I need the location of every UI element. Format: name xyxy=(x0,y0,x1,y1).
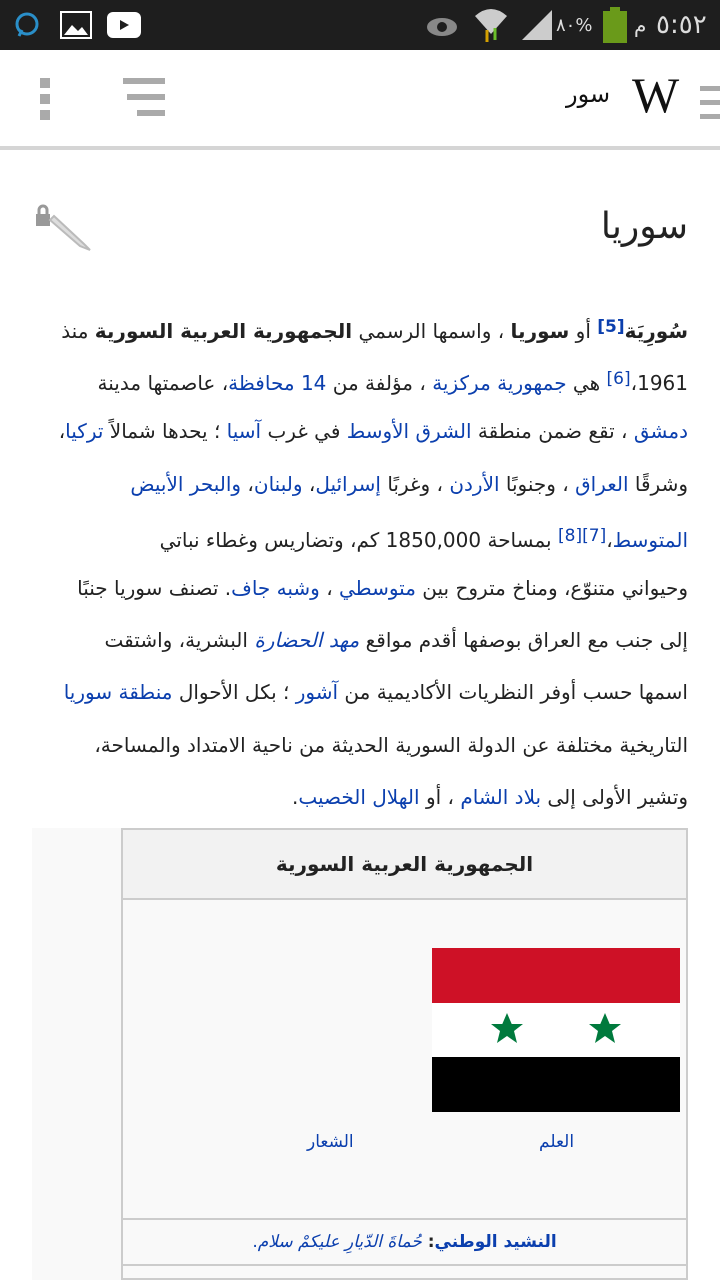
text-span: ، وجنوبًا xyxy=(499,471,576,496)
text-span: سوريا xyxy=(510,319,570,343)
text-span: ، وغربًا xyxy=(380,471,450,496)
battery-percent: ٨٠% xyxy=(556,14,593,36)
text-span: ، مؤلفة من xyxy=(326,371,433,396)
text-span: سُورِيَة xyxy=(624,319,688,343)
emblem-caption-link[interactable]: الشعار xyxy=(307,1132,354,1152)
table-of-contents-icon[interactable] xyxy=(123,78,165,122)
article-link[interactable]: المتوسط xyxy=(612,527,688,552)
text-span: ، xyxy=(241,471,254,496)
paragraph-line xyxy=(130,469,688,499)
eye-icon xyxy=(425,0,459,50)
text-span: وحيواني متنوّع، ومناخ متروح بين xyxy=(415,576,688,600)
text-span: اسمها حسب أوفر النظريات الأكاديمية من xyxy=(338,680,688,705)
article-link[interactable]: تركيا xyxy=(65,419,104,444)
paragraph-line xyxy=(94,730,688,760)
text-span: . xyxy=(291,784,299,809)
flag-caption-link[interactable]: العلم xyxy=(539,1132,575,1152)
article-link[interactable]: ولبنان xyxy=(253,471,303,496)
article-link[interactable]: متوسطي xyxy=(339,576,416,600)
text-span: ؛ بكل الأحوال xyxy=(172,680,296,705)
text-span: ، xyxy=(302,471,316,496)
search-query[interactable]: سور xyxy=(566,80,611,108)
wikipedia-logo[interactable]: W xyxy=(632,67,680,123)
reference-link[interactable]: [7] xyxy=(582,525,607,546)
app-header xyxy=(0,50,720,146)
reference-link[interactable]: [5] xyxy=(597,317,625,337)
article-link[interactable]: بلاد الشام xyxy=(460,784,542,809)
anthem-link[interactable]: حُماةَ الدّيارِ عليكمْ سلام xyxy=(257,1232,422,1252)
text-span: الجمهورية العربية السورية xyxy=(94,319,353,343)
clock: ٥:٥٢ xyxy=(656,10,707,40)
article-link[interactable]: آسيا xyxy=(226,419,262,444)
gallery-icon xyxy=(60,0,92,50)
header-divider xyxy=(0,146,720,150)
battery-icon xyxy=(603,0,627,50)
article-link[interactable]: آشور xyxy=(295,680,339,705)
paragraph-line xyxy=(98,364,688,398)
text-span: ؛ يحدها شمالاً xyxy=(103,419,227,444)
infobox-images xyxy=(123,900,686,1220)
anthem-label: النشيد الوطني xyxy=(434,1232,557,1252)
menu-icon[interactable] xyxy=(700,86,720,126)
anthem-row: النشيد الوطني : حُماةَ الدّيارِ عليكمْ سلام . xyxy=(123,1220,686,1266)
article-link[interactable]: إسرائيل xyxy=(315,471,381,496)
paragraph-line xyxy=(61,312,688,346)
reference-link[interactable]: [6] xyxy=(606,369,631,390)
text-span: ، xyxy=(319,576,340,600)
article-link[interactable]: الهلال الخصيب xyxy=(298,784,420,809)
text-span: البشرية، واشتقت xyxy=(104,628,255,653)
text-span: ، تقع ضمن منطقة xyxy=(471,419,634,444)
text-span: وتشير الأولى إلى xyxy=(541,784,688,809)
reference-link[interactable]: [8] xyxy=(557,525,583,546)
text-span: . تصنف سوريا جنبًا xyxy=(77,576,232,600)
text-span: 1961، xyxy=(630,371,688,396)
paragraph-line xyxy=(59,416,688,446)
text-span: أو xyxy=(569,319,598,343)
article-link[interactable]: مهد الحضارة xyxy=(254,628,360,653)
infobox-title: الجمهورية العربية السورية xyxy=(123,830,686,900)
text-span: التاريخية مختلفة عن الدولة السورية الحديثة من ناحية الامتداد والمساحة، xyxy=(94,732,688,757)
text-span: إلى جنب مع العراق بوصفها أقدم مواقع xyxy=(359,628,688,653)
text-span: منذ xyxy=(61,319,95,343)
article-link[interactable]: وشبه جاف xyxy=(231,576,320,600)
text-span: ، عاصمتها مدينة xyxy=(97,371,229,396)
text-span: ، xyxy=(606,527,613,552)
whatsapp-icon xyxy=(14,0,40,50)
youtube-icon xyxy=(107,0,141,50)
article-link[interactable]: 14 محافظة xyxy=(228,371,327,396)
paragraph-line xyxy=(292,782,688,812)
article-link[interactable]: منطقة سوريا xyxy=(63,680,173,705)
article-link[interactable]: والبحر الأبيض xyxy=(130,471,242,496)
paragraph-line xyxy=(160,521,688,555)
text-span: هي xyxy=(566,371,607,396)
text-span: في غرب xyxy=(261,419,347,444)
article-link[interactable]: جمهورية مركزية xyxy=(432,371,567,396)
overflow-menu-icon[interactable] xyxy=(40,78,52,124)
text-span: ، xyxy=(58,419,66,444)
status-bar xyxy=(0,0,720,50)
page-title: سوريا xyxy=(600,206,688,247)
text-span: ، واسمها الرسمي xyxy=(352,319,511,343)
article-link[interactable]: العراق xyxy=(575,471,629,496)
text-span: بمساحة 1850,000 كم، وتضاريس وغطاء نباتي xyxy=(159,527,558,552)
paragraph-line xyxy=(105,625,688,655)
syria-flag[interactable] xyxy=(432,948,680,1116)
text-span: وشرقًا xyxy=(628,471,688,496)
wifi-icon xyxy=(473,0,509,50)
paragraph-line xyxy=(64,677,688,707)
paragraph-line xyxy=(77,573,688,603)
text-span: ، أو xyxy=(419,784,461,809)
article-link[interactable]: الأردن xyxy=(449,471,500,496)
signal-icon xyxy=(520,0,554,50)
infobox xyxy=(121,828,688,1280)
article-link[interactable]: دمشق xyxy=(633,419,688,444)
article-link[interactable]: الشرق الأوسط xyxy=(346,419,472,444)
edit-locked-icon[interactable] xyxy=(34,204,92,256)
ampm: م xyxy=(634,13,647,37)
